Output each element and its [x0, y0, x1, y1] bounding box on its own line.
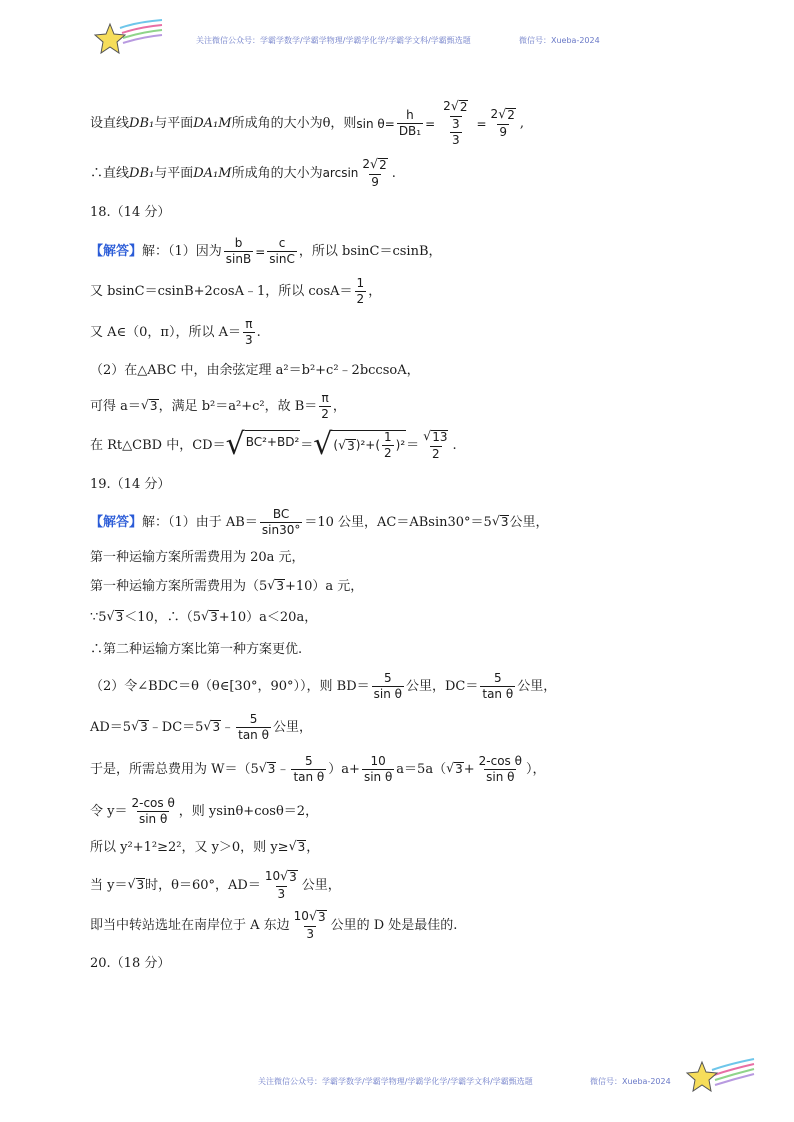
line-18-3: 又 A∈（0，π），所以 A＝ $\frac{\pi}{3}$ .: [90, 317, 261, 348]
line-18-1: 【解答】 解：（1）因为 $\frac{b}{\sin B}$ = $\frac{c}{\sin C}$ ，所以 bsinC＝csinB，: [90, 236, 442, 267]
line-19-11: 当 y＝ √ 3 时，θ＝60°，AD＝ 10 √ 3 3 公里，: [90, 868, 341, 901]
question-20-heading: 20.（18 分）: [90, 956, 171, 971]
line-19-12: 即当中转站选址在南岸位于 A 东边 10 √ 3 3 公里的 D 处是最佳的.: [90, 908, 458, 941]
line-19-1: 【解答】 解：（1）由于 AB＝ $\frac{BC}{\sin 30^\circ}$ ＝10 公里，AC＝ABsin30°＝5 √ 3 公里，: [90, 507, 549, 538]
line-19-6: （2）令∠BDC＝θ（θ∈[30°，90°）），则 BD＝ $\frac{5}{\text{sin θ}}$ 公里，DC＝ $\frac{5}{\text{tan θ}}$ 公里，: [90, 671, 557, 702]
header-wechat-id: 微信号：Xueba-2024: [519, 36, 600, 45]
footer-wechat-text: 关注微信公众号：学霸学数学/学霸学物理/学霸学化学/学霸学文科/学霸甄选题: [258, 1077, 533, 1086]
star-logo-icon: [92, 18, 164, 58]
line-18-5: 可得 a＝ √ 3 ，满足 b²＝a²+c²，故 B＝ $\frac{\pi}{2}$ ，: [90, 391, 346, 422]
line-19-7: AD＝5 √ 3 ﹣DC＝5 √ 3 ﹣ $\frac{5}{\text{tan θ}}$ 公里，: [90, 712, 312, 743]
line-18-6: 在 Rt△CBD 中，CD＝ √ BC²+BD² ＝ √ ( √ 3 ) ² + ( $\frac{1}{2}$ ) ² ＝ √ 13 2 .: [90, 427, 457, 463]
line-19-5: ∴第二种运输方案比第一种方案更优.: [90, 642, 303, 657]
line-19-9: 令 y＝ $\frac{\text{2-cos θ}}{\text{sin θ}}$ ，则 ysinθ+cosθ＝2，: [90, 796, 319, 827]
line-19-8: 于是，所需总费用为 W＝（5 √ 3 ﹣ $\frac{5}{\text{tan θ}}$ ）a+ $\frac{10}{\text{sin θ}}$ a＝5a（ √ 3 + $\frac{\text{2-cos θ}}{\text{sin θ}}$ ），: [90, 754, 546, 785]
line-sin-theta: 设直线 DB₁ 与平面 DA₁M 所成角的大小为θ，则 sin θ = $\frac{h}{\text{DB₁}}$ = 2 √ 2 3 3 = 2 √ 2 9 ,: [90, 98, 524, 147]
line-18-2: 又 bsinC＝csinB+2cosA﹣1，所以 cosA＝ $\frac{1}{2}$ ，: [90, 276, 382, 307]
fraction-compound: 2 √ 2 3 3: [443, 98, 468, 147]
line-18-4: （2）在△ABC 中，由余弦定理 a²＝b²+c²﹣2bccsoA，: [90, 363, 420, 378]
footer-wechat-id: 微信号：Xueba-2024: [590, 1077, 671, 1086]
fraction-2sqrt2-over-9: 2 √ 2 9: [362, 156, 387, 189]
line-19-4: ∵5 √ 3 ＜10，∴（5 √ 3 +10）a＜20a，: [90, 608, 318, 625]
fraction-2sqrt2-over-9: 2 √ 2 9: [490, 106, 515, 139]
line-19-10: 所以 y²+1²≥2²，又 y＞0，则 y≥ √ 3 ，: [90, 838, 320, 855]
question-19-heading: 19.（14 分）: [90, 477, 171, 492]
star-logo-icon: [684, 1056, 756, 1096]
fraction-h-over-db1: $\frac{h}{\text{DB₁}}$: [398, 107, 422, 139]
question-18-heading: 18.（14 分）: [90, 205, 171, 220]
header-wechat-text: 关注微信公众号：学霸学数学/学霸学物理/学霸学化学/学霸学文科/学霸甄选题: [196, 36, 471, 45]
line-19-3: 第一种运输方案所需费用为（5 √ 3 +10）a 元，: [90, 577, 364, 594]
line-arcsin: ∴直线 DB₁ 与平面 DA₁M 所成角的大小为 arcsin 2 √ 2 9 .: [90, 156, 396, 189]
line-19-2: 第一种运输方案所需费用为 20a 元，: [90, 550, 305, 565]
